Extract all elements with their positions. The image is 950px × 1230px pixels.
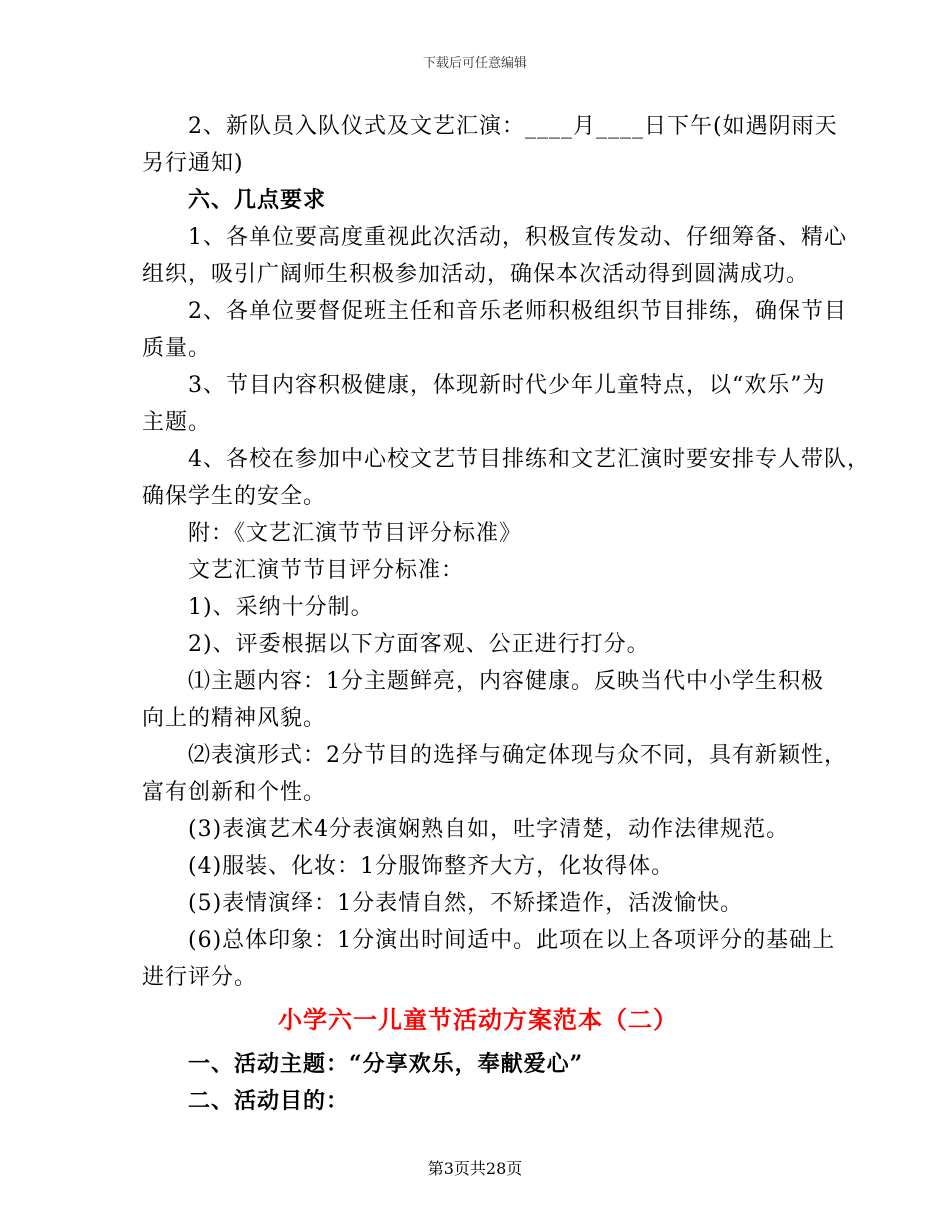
paragraph-line: 主题。: [142, 410, 212, 435]
section-title: 小学六一儿童节活动方案范本（二）: [278, 1005, 678, 1034]
page-footer: 第3页共28页: [427, 1159, 523, 1178]
paragraph-line: 另行通知): [142, 151, 244, 176]
paragraph-line: (5)表情演绎：1分表情自然，不矫揉造作，活泼愉快。: [188, 891, 744, 916]
paragraph-line: 1)、采纳十分制。: [188, 595, 374, 620]
paragraph-line: (6)总体印象：1分演出时间适中。此项在以上各项评分的基础上: [188, 928, 836, 953]
section-heading: 六、几点要求: [188, 187, 327, 213]
paragraph-line: ⑴主题内容：1分主题鲜亮，内容健康。反映当代中小学生积极: [188, 669, 824, 694]
document-body: [142, 108, 870, 1120]
paragraph-line: 2、各单位要督促班主任和音乐老师积极组织节目排练，确保节目: [188, 299, 847, 324]
paragraph-line: ⑵表演形式：2分节目的选择与确定体现与众不同，具有新颖性，: [188, 743, 847, 768]
paragraph-line: 附：《文艺汇演节节目评分标准》: [188, 521, 523, 546]
paragraph-line: 4、各校在参加中心校文艺节目排练和文艺汇演时要安排专人带队，: [188, 447, 870, 472]
paragraph-line: 2、新队员入队仪式及文艺汇演：____月____日下午(如遇阴雨天: [188, 114, 838, 139]
paragraph-line: 质量。: [142, 336, 212, 361]
paragraph-line: (4)服装、化妆：1分服饰整齐大方，化妆得体。: [188, 854, 675, 879]
section-heading: 二、活动目的：: [188, 1088, 350, 1114]
paragraph-line: 确保学生的安全。: [142, 484, 327, 509]
paragraph-line: 文艺汇演节节目评分标准：: [188, 558, 465, 583]
paragraph-line: 1、各单位要高度重视此次活动，积极宣传发动、仔细筹备、精心: [188, 225, 847, 250]
paragraph-line: 富有创新和个性。: [142, 780, 327, 805]
section-heading: 一、活动主题：“分享欢乐，奉献爱心”: [188, 1051, 584, 1077]
paragraph-line: 3、节目内容积极健康，体现新时代少年儿童特点，以“欢乐”为: [188, 373, 826, 398]
paragraph-line: (3)表演艺术4分表演娴熟自如，吐字清楚，动作法律规范。: [188, 817, 790, 842]
paragraph-line: 组织，吸引广阔师生积极参加活动，确保本次活动得到圆满成功。: [142, 262, 810, 287]
paragraph-line: 向上的精神风貌。: [142, 706, 327, 731]
page-header: 下载后可任意编辑: [422, 56, 527, 71]
paragraph-line: 进行评分。: [142, 965, 258, 990]
paragraph-line: 2)、评委根据以下方面客观、公正进行打分。: [188, 632, 650, 657]
